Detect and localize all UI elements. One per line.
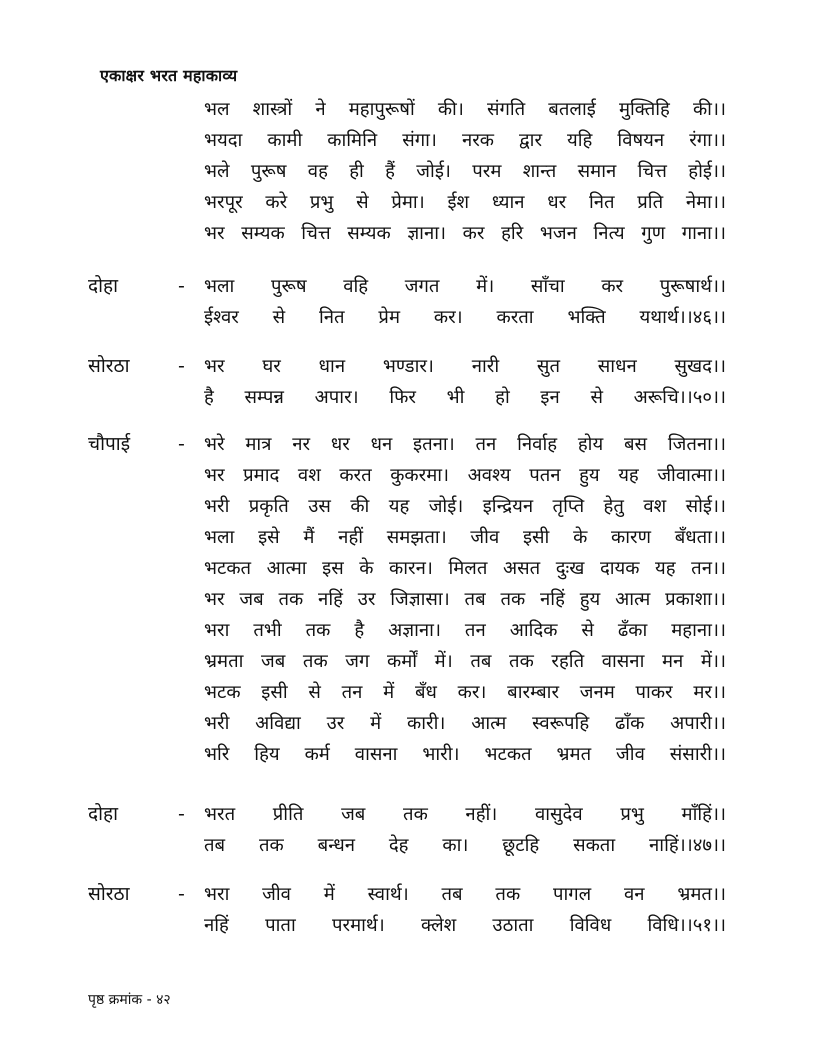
verse-line: नहिं पाता परमार्थ। क्लेश उठाता विविध विधि।।५१।। (204, 915, 726, 936)
verse-type-label: दोहा (88, 275, 119, 297)
verse-line: तब तक बन्धन देह का। छूटहि सकता नाहिं।।४७।। (204, 835, 726, 856)
verse-lines (204, 351, 726, 413)
verse-line: भरी प्रकृति उस की यह जोई। इन्द्रियन तृप्ति हेतु वश सोई।। (204, 496, 726, 517)
verse-type-label: दोहा (88, 803, 119, 825)
verse-line: भला इसे मैं नहीं समझता। जीव इसी के कारण बँधता।। (204, 527, 726, 548)
verse-line: है सम्पन्न अपार। फिर भी हो इन से अरूचि।।५०।। (204, 387, 726, 408)
verse-line: भल शास्त्रों ने महापुरूषों की। संगति बतलाई मुक्तिहि की।। (204, 99, 726, 120)
verse-line: भ्रमता जब तक जग कर्मों में। तब तक रहति वासना मन में।। (204, 651, 726, 672)
verse-line: भर सम्यक चित्त सम्यक ज्ञाना। कर हरि भजन नित्य गुण गाना।। (204, 223, 726, 244)
verse-line: भर जब तक नहिं उर जिज्ञासा। तब तक नहिं हुय आत्म प्रकाशा।। (204, 589, 726, 610)
verse-type-label: सोरठा (88, 883, 130, 905)
label-dash: - (178, 803, 185, 825)
verse-line: भरा जीव में स्वार्थ। तब तक पागल वन भ्रमत।। (204, 884, 726, 905)
verse-lines (204, 799, 726, 861)
verse-line: भरी अविद्या उर में कारी। आत्म स्वरूपहि ढाँक अपारी।। (204, 713, 726, 734)
verse-line: भरि हिय कर्म वासना भारी। भटकत भ्रमत जीव संसारी।। (204, 744, 726, 765)
verse-line: भर घर धान भण्डार। नारी सुत साधन सुखद।। (204, 356, 726, 377)
verse-line: भले पुरूष वह ही हैं जोई। परम शान्त समान चित्त होई।। (204, 161, 726, 182)
label-dash: - (178, 433, 185, 455)
label-dash: - (178, 355, 185, 377)
verse-line: ईश्वर से नित प्रेम कर। करता भक्ति यथार्थ।।४६।। (204, 307, 726, 328)
page-number-footer: पृष्ठ क्रमांक - ४२ (88, 992, 171, 1008)
label-dash: - (178, 275, 185, 297)
verse-line: भरत प्रीति जब तक नहीं। वासुदेव प्रभु माँहिं।। (204, 804, 726, 825)
verse-type-label: चौपाई (88, 433, 131, 455)
running-head: एकाक्षर भरत महाकाव्य (100, 66, 238, 85)
verse-line: भरे मात्र नर धर धन इतना। तन निर्वाह होय बस जितना।। (204, 434, 726, 455)
verse-lines (204, 879, 726, 941)
verse-line: भटकत आत्मा इस के कारन। मिलत असत दुःख दायक यह तन।। (204, 558, 726, 579)
verse-lines (204, 429, 726, 770)
verse-line: भरपूर करे प्रभु से प्रेमा। ईश ध्यान धर नित प्रति नेमा।। (204, 192, 726, 213)
verse-type-label: सोरठा (88, 355, 130, 377)
verse-line: भयदा कामी कामिनि संगा। नरक द्वार यहि विषयन रंगा।। (204, 130, 726, 151)
verse-lines (204, 271, 726, 333)
verse-line: भर प्रमाद वश करत कुकरमा। अवश्य पतन हुय यह जीवात्मा।। (204, 465, 726, 486)
verse-line: भटक इसी से तन में बँध कर। बारम्बार जनम पाकर मर।। (204, 682, 726, 703)
verse-line: भरा तभी तक है अज्ञाना। तन आदिक से ढँका महाना।। (204, 620, 726, 641)
verse-line: भला पुरूष वहि जगत में। साँचा कर पुरूषार्थ।। (204, 276, 726, 297)
label-dash: - (178, 883, 185, 905)
verse-lines (204, 94, 726, 249)
